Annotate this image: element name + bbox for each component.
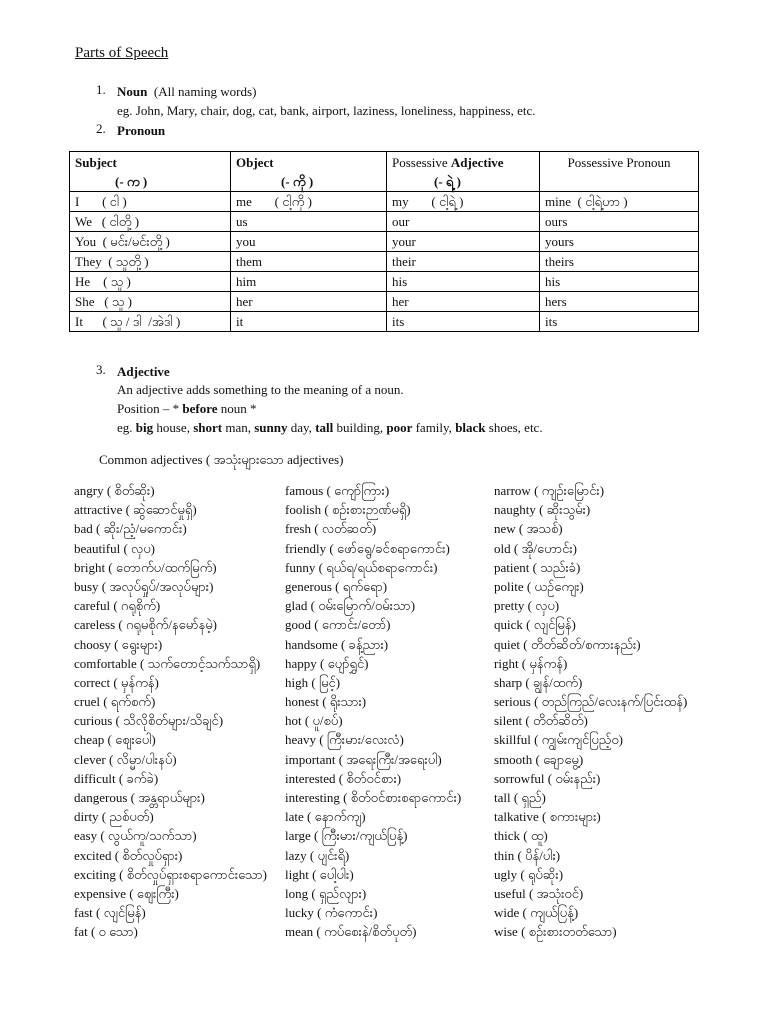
pronoun-cell: their [387,252,540,272]
adjective-list-item: happy ( ပျော်ရွှင်) [285,655,369,671]
adjective-list-item: naughty ( ဆိုးသွမ်း) [494,502,591,518]
pronoun-row [70,312,699,332]
example-noun: family, [412,420,456,435]
adjective-list-item: old ( အို/ဟောင်း) [494,540,577,556]
header-subject: Subject (- က ) [70,152,231,192]
adjective-list-item: beautiful ( လှပ) [74,540,155,556]
adjective-list-item: clever ( လိမ္မာ/ပါးနပ်) [74,751,177,767]
adjective-definition: An adjective adds something to the meaning of a noun. [117,382,404,397]
adjective-list-item: mean ( ကပ်စေးနဲ/စိတ်ပုတ်) [285,924,417,940]
example-noun: house, [153,420,194,435]
adjective-examples: eg. big house, short man, sunny day, tall building, poor family, black shoes, etc. [117,420,543,435]
adjective-list-item: glad ( ဝမ်းမြောက်/ဝမ်းသာ) [285,598,416,614]
adjective-list-item: careless ( ဂရုမစိုက်/နမော်နမဲ့) [74,617,217,633]
adjective-list-item: new ( အသစ်) [494,521,563,537]
pronoun-cell: mine ( ငါ့ရဲ့ဟာ ) [540,192,699,212]
adjective-list-item: lucky ( ကံကောင်း) [285,905,378,921]
adjective-list-item: expensive ( ဈေးကြီး) [74,885,179,901]
header-possessive-pronoun: Possessive Pronoun [540,152,699,192]
header-possessive-adjective: Possessive Adjective (- ရဲ့ ) [387,152,540,192]
adjective-list-item: busy ( အလုပ်ရှုပ်/အလုပ်များ) [74,578,214,594]
adjective-list-item: funny ( ရယ်ရ/ရယ်စရာကောင်း) [285,559,438,575]
example-noun: building, [333,420,387,435]
adjective-list-item: bright ( တောက်ပ/ထက်မြက်) [74,559,217,575]
adjective-list-item: choosy ( ရွေးများ) [74,636,163,652]
adjective-list-item: pretty ( လှပ) [494,598,560,614]
adjective-list-item: wise ( စဉ်းစားတတ်သော) [494,924,617,940]
adjective-list-item: generous ( ရက်ရော) [285,578,388,594]
adjective-list-item: exciting ( စိတ်လှုပ်ရှားစရာကောင်းသော) [74,866,267,882]
adjective-list-item: quiet ( တိတ်ဆိတ်/စကားနည်း) [494,636,641,652]
pronoun-cell: She ( သူ ) [70,292,231,312]
adjective-list-item: high ( မြင့်) [285,674,341,690]
noun-heading [117,82,256,101]
pronoun-row [70,232,699,252]
adjective-list-item: serious ( တည်ကြည်/လေးနက်/ပြင်းထန်) [494,694,688,710]
pronoun-cell: You ( မင်း/မင်းတို့ ) [70,232,231,252]
adjective-list-item: handsome ( ခန့်ညား) [285,636,389,652]
noun-example: eg. John, Mary, chair, dog, cat, bank, airport, laziness, loneliness, happiness, etc. [117,103,536,118]
example-adjective: short [193,420,223,435]
example-adjective: tall [315,420,334,435]
adjective-list-item: cheap ( ဈေးပေါ) [74,732,156,748]
pronoun-cell: us [231,212,387,232]
adjective-list-item: foolish ( စဉ်းစားဉာဏ်မရှိ) [285,502,411,518]
pronoun-cell: it [231,312,387,332]
adjective-list-item: tall ( ရှည်) [494,790,546,805]
adjective-list-item: right ( မှန်ကန်) [494,655,568,671]
adjective-list-item: late ( နောက်ကျ) [285,809,366,825]
page-title: Parts of Speech [75,45,169,61]
adjective-list-item: difficult ( ခက်ခဲ) [74,770,159,786]
adjective-list-item: attractive ( ဆွဲဆောင်မှုရှိ) [74,502,197,518]
adjective-list-item: patient ( သည်းခံ) [494,559,581,575]
noun-number: 1. [96,82,106,97]
adjective-list-item: narrow ( ကျဉ်းမြောင်း) [494,483,605,498]
pronoun-cell: him [231,272,387,292]
pronoun-cell: They ( သူတို့ ) [70,252,231,272]
pronoun-cell: our [387,212,540,232]
adjective-list-item: bad ( ဆိုး/ညံ့/မကောင်း) [74,521,187,537]
adjective-list-item: light ( ပေါ့ပါး) [285,866,354,882]
pronoun-cell: you [231,232,387,252]
pronoun-cell: hers [540,292,699,312]
adjective-list-item: correct ( မှန်ကန်) [74,674,159,690]
adjective-list-item: thin ( ပိန်/ပါး) [494,847,561,863]
pronoun-table [69,151,699,332]
adjective-list-item: hot ( ပူ/စပ်) [285,713,343,729]
adjective-list-item: sharp ( ချွန်/ထက်) [494,674,583,690]
adjective-list-item: quick ( လျင်မြန်) [494,617,576,633]
adjective-list-item: comfortable ( သက်တောင့်သက်သာရှိ) [74,655,261,671]
pronoun-cell: ours [540,212,699,232]
adjective-list-item: dangerous ( အန္တရာယ်များ) [74,790,205,805]
example-adjective: sunny [254,420,288,435]
adjective-list-item: sorrowful ( ဝမ်းနည်း) [494,770,601,786]
adjective-position: Position – * before noun * [117,401,257,416]
adjective-list-item: angry ( စိတ်ဆိုး) [74,483,155,498]
adjective-list-item: ugly ( ရုပ်ဆိုး) [494,866,564,882]
adjective-list-item: large ( ကြီးမား/ကျယ်ပြန့်) [285,828,408,844]
pronoun-table-header [70,152,699,192]
pronoun-number: 2. [96,121,106,136]
adjective-list-item: long ( ရှည်လျား) [285,885,367,901]
adjective-list-item: useful ( အသုံးဝင်) [494,885,584,901]
adjective-list-item: dirty ( ညစ်ပတ်) [74,809,154,825]
adjective-list-item: smooth ( ချောမွေ့) [494,751,584,767]
pronoun-row [70,252,699,272]
example-noun: shoes, etc. [485,420,543,435]
pronoun-cell: theirs [540,252,699,272]
adjective-list-item: fast ( လျင်မြန်) [74,905,146,921]
pronoun-cell: my ( ငါ့ရဲ့ ) [387,192,540,212]
adjective-list-item: careful ( ဂရုစိုက်) [74,598,161,614]
pronoun-row [70,212,699,232]
pronoun-row [70,272,699,292]
adjective-list-item: important ( အရေးကြီး/အရေးပါ) [285,751,442,767]
adjective-list-item: cruel ( ရက်စက်) [74,694,156,710]
example-noun: day, [287,420,316,435]
adjective-number: 3. [96,362,106,377]
adjective-list-item: fresh ( လတ်ဆတ်) [285,521,377,537]
example-adjective: poor [386,420,413,435]
adjective-list-item: curious ( သိလိုစိတ်များ/သိချင်) [74,713,224,729]
noun-desc: (All naming words) [153,84,257,99]
header-object: Object (- ကို ) [231,152,387,192]
adjective-list-item: honest ( ရိုးသား) [285,694,367,710]
adjective-column-1 [74,481,267,942]
adjective-list-item: fat ( ဝ သော) [74,924,138,940]
pronoun-cell: We ( ငါတို့ ) [70,212,231,232]
adjective-list-item: skillful ( ကျွမ်းကျင်ပြည့်ဝ) [494,732,623,748]
pronoun-cell: It ( သူ / ဒါ /အဲဒါ ) [70,312,231,332]
pronoun-cell: I ( ငါ ) [70,192,231,212]
adjective-list-item: thick ( ထူ) [494,828,548,844]
pronoun-cell: her [387,292,540,312]
adjective-list-item: friendly ( ဖော်ရွေ/ခင်စရာကောင်း) [285,540,450,556]
adjective-list-item: polite ( ယဉ်ကျေး) [494,578,584,594]
adjective-list-item: wide ( ကျယ်ပြန့်) [494,905,579,921]
adjective-list-item: talkative ( စကားများ) [494,809,601,825]
pronoun-cell: me ( ငါ့ကို ) [231,192,387,212]
adjective-list-item: silent ( တိတ်ဆိတ်) [494,713,588,729]
pronoun-cell: your [387,232,540,252]
adjective-column-2 [285,481,461,942]
adjective-list-item: famous ( ကျော်ကြား) [285,483,390,498]
adjective-list-item: lazy ( ပျင်းရိ) [285,847,350,863]
noun-label: Noun [117,84,148,99]
adjective-list-item: easy ( လွယ်ကူ/သက်သာ) [74,828,197,844]
pronoun-cell: them [231,252,387,272]
example-adjective: big [135,420,154,435]
adjective-list-item: interesting ( စိတ်ဝင်စားစရာကောင်း) [285,790,462,805]
example-noun: man, [222,420,255,435]
example-adjective: black [455,420,486,435]
common-adjectives-heading: Common adjectives ( အသုံးများသော adjectives) [99,452,344,467]
adjective-list-item: interested ( စိတ်ဝင်စား) [285,770,402,786]
pronoun-cell: his [540,272,699,292]
adjective-label: Adjective [117,364,170,379]
pronoun-cell: her [231,292,387,312]
pronoun-label: Pronoun [117,123,166,138]
pronoun-cell: its [387,312,540,332]
adjective-column-3 [494,481,687,942]
adjective-list-item: good ( ကောင်း/တော်) [285,617,391,633]
pronoun-cell: his [387,272,540,292]
pronoun-row [70,192,699,212]
pronoun-cell: He ( သူ ) [70,272,231,292]
pronoun-row [70,292,699,312]
adjective-list-item: excited ( စိတ်လှုပ်ရှား) [74,847,183,863]
pronoun-cell: its [540,312,699,332]
adjective-list-item: heavy ( ကြီးမား/လေးလံ) [285,732,404,748]
pronoun-cell: yours [540,232,699,252]
